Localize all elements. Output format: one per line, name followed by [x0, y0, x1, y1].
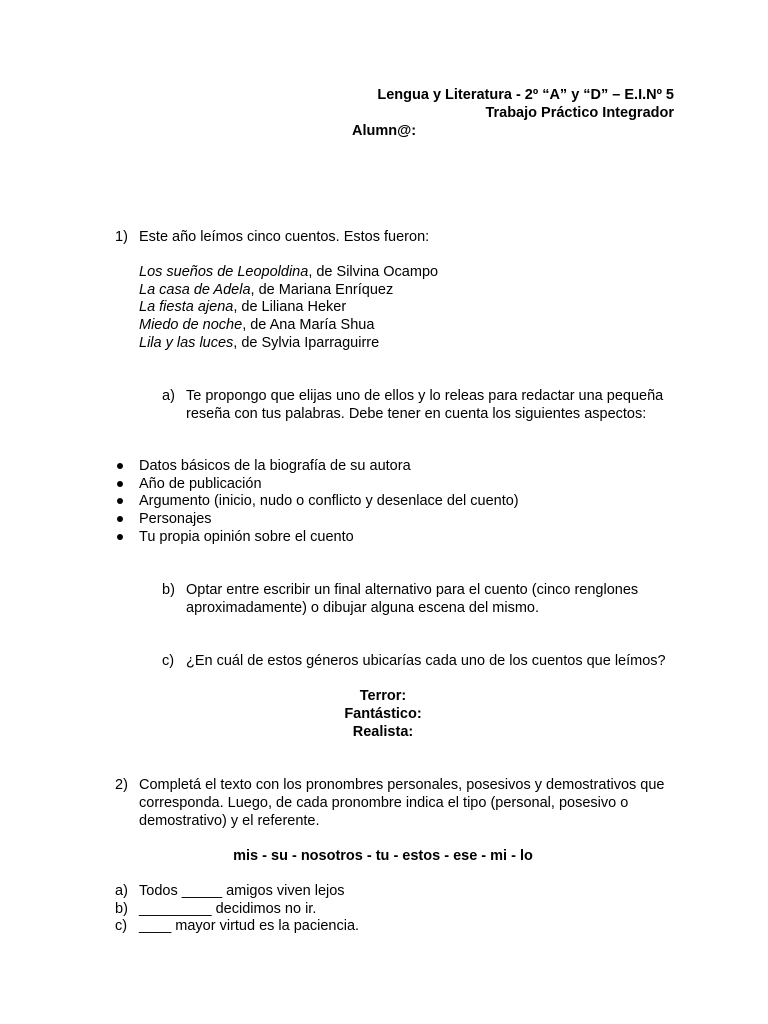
genre-realista: Realista:: [352, 724, 414, 740]
story-author: , de Ana María Shua: [242, 317, 375, 333]
bullet-item: Tu propia opinión sobre el cuento: [139, 529, 354, 545]
story-item: [139, 281, 393, 299]
q2-item-label: b): [115, 901, 128, 917]
q1a-text-line2: reseña con tus palabras. Debe tener en cuenta los siguientes aspectos:: [186, 406, 647, 422]
q2-item-text: _________ decidimos no ir.: [139, 901, 317, 917]
header-student-label: Alumn@:: [352, 123, 417, 139]
bullet-icon: [117, 516, 123, 522]
bullet-item: Datos básicos de la biografía de su autora: [139, 458, 411, 474]
q1b-label: b): [162, 582, 175, 598]
bullet-icon: [117, 534, 123, 540]
bullet-icon: [117, 463, 123, 469]
story-author: , de Liliana Heker: [233, 299, 347, 315]
story-title: La fiesta ajena: [139, 299, 234, 315]
q2-item-label: a): [115, 883, 128, 899]
q1-number: 1): [115, 229, 128, 245]
q1b-text-line2: aproximadamente) o dibujar alguna escena del mismo.: [186, 600, 540, 616]
story-author: , de Sylvia Iparraguirre: [233, 335, 380, 351]
q1b-text-line1: Optar entre escribir un final alternativo para el cuento (cinco renglones: [186, 582, 639, 598]
story-title: Lila y las luces: [139, 335, 234, 351]
story-item: [139, 263, 438, 281]
header-assignment-title: Trabajo Práctico Integrador: [485, 105, 674, 121]
bullet-icon: [117, 481, 123, 487]
story-author: , de Silvina Ocampo: [308, 264, 439, 280]
q1c-text: ¿En cuál de estos géneros ubicarías cada uno de los cuentos que leímos?: [186, 653, 666, 669]
q2-text-line2: corresponda. Luego, de cada pronombre indica el tipo (personal, posesivo o: [139, 795, 629, 811]
q2-item-label: c): [115, 918, 128, 934]
bullet-icon: [117, 498, 123, 504]
q2-number: 2): [115, 777, 128, 793]
story-item: [139, 316, 374, 334]
q2-item-text: ____ mayor virtud es la paciencia.: [139, 918, 360, 934]
genre-terror: Terror:: [359, 688, 407, 704]
q1-text: Este año leímos cinco cuentos. Estos fueron:: [139, 229, 430, 245]
story-item: [139, 334, 379, 352]
q2-item-text: Todos _____ amigos viven lejos: [139, 883, 345, 899]
story-item: [139, 298, 346, 316]
q2-text-line1: Completá el texto con los pronombres personales, posesivos y demostrativos que: [139, 777, 665, 793]
header-course-line: Lengua y Literatura - 2º “A” y “D” – E.I.Nº 5: [377, 87, 674, 103]
bullet-item: Personajes: [139, 511, 212, 527]
q1a-text-line1: Te propongo que elijas uno de ellos y lo releas para redactar una pequeña: [186, 388, 664, 404]
q2-text-line3: demostrativo) y el referente.: [139, 813, 320, 829]
q1a-label: a): [162, 388, 175, 404]
bullet-item: Año de publicación: [139, 476, 262, 492]
word-bank: mis - su - nosotros - tu - estos - ese - mi - lo: [233, 848, 533, 864]
bullet-item: Argumento (inicio, nudo o conflicto y desenlace del cuento): [139, 493, 519, 509]
story-title: La casa de Adela: [139, 282, 251, 298]
story-title: Miedo de noche: [139, 317, 243, 333]
story-author: , de Mariana Enríquez: [250, 282, 394, 298]
story-title: Los sueños de Leopoldina: [139, 264, 309, 280]
q1c-label: c): [162, 653, 175, 669]
genre-fantastico: Fantástico:: [344, 706, 422, 722]
